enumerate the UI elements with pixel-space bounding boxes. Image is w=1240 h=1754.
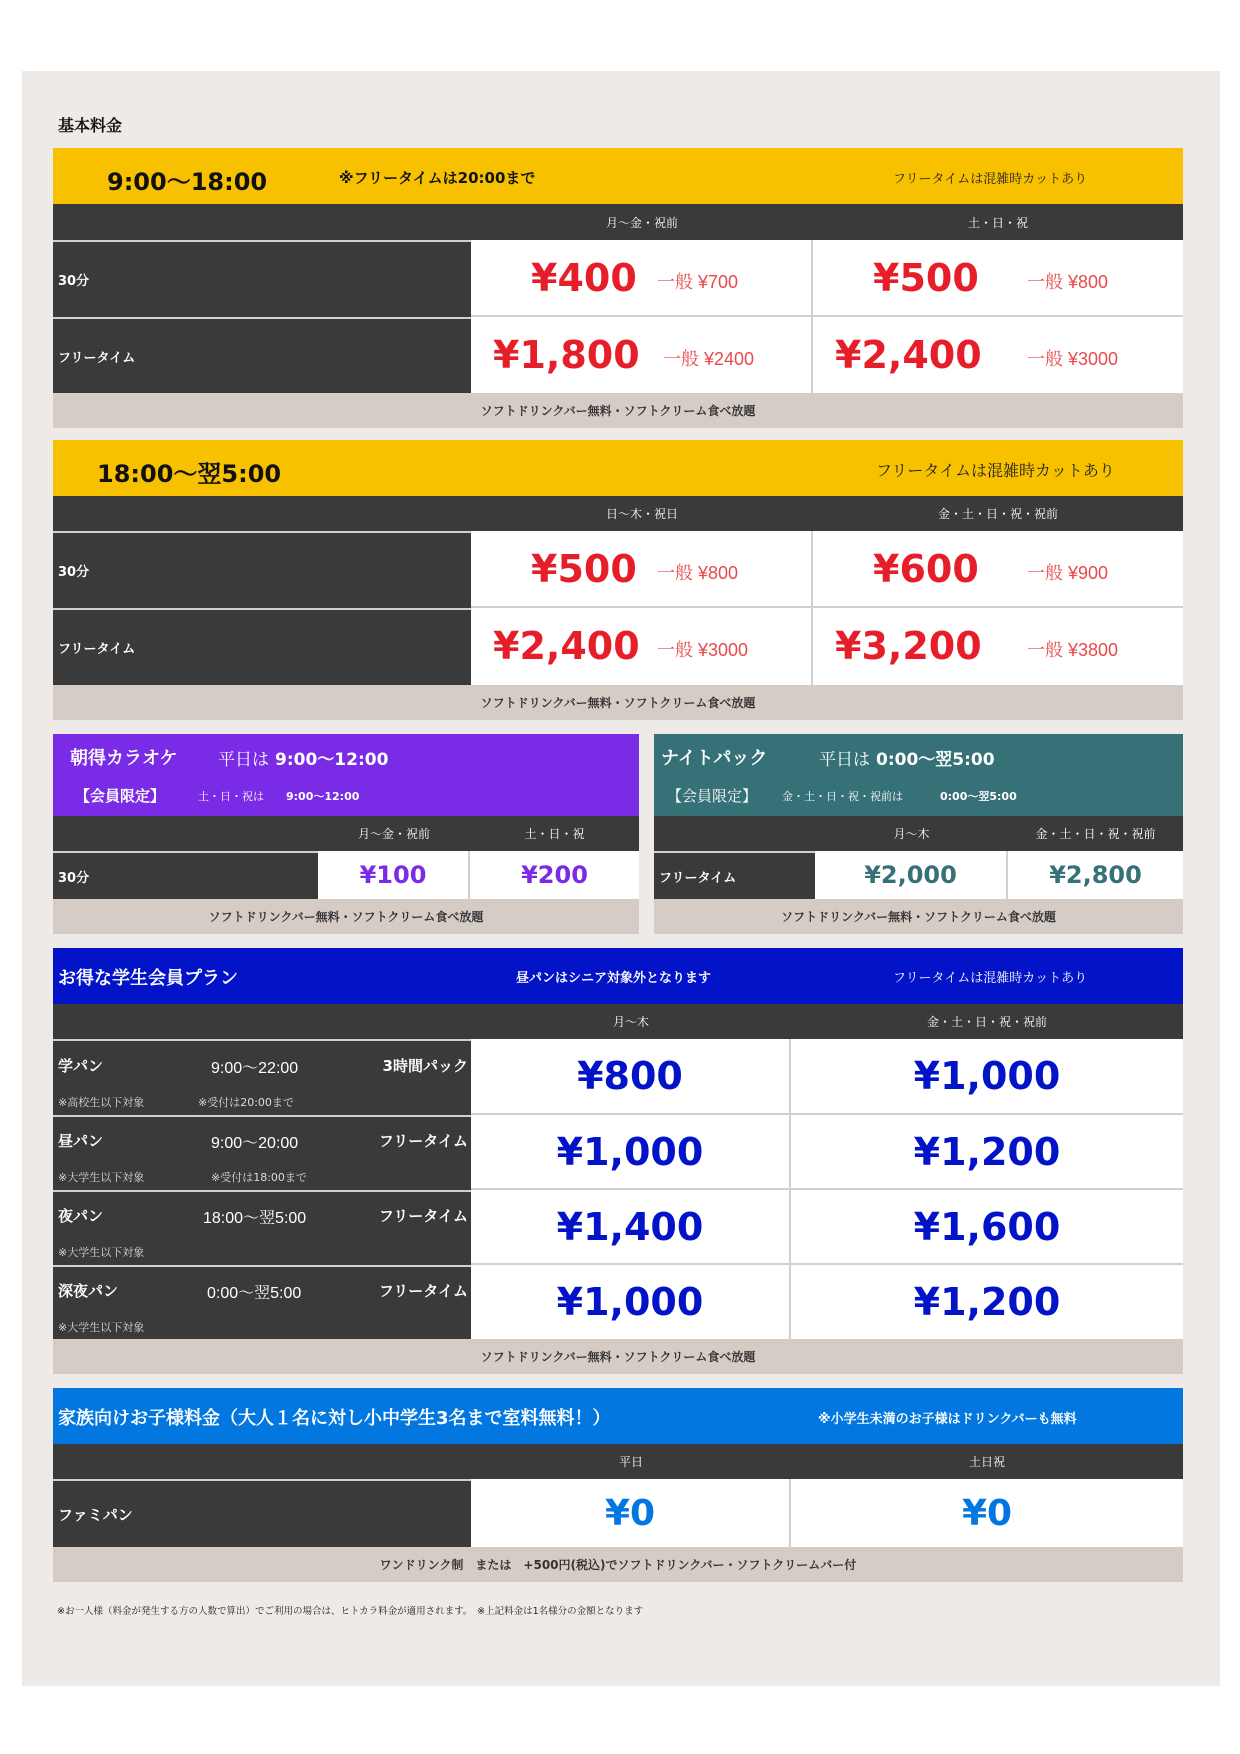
night-free-weekend-general: 一般 ¥3800: [1027, 640, 1119, 660]
day-free-weekend-price: ¥2,400: [835, 333, 982, 377]
plan-time: 18:00〜翌5:00: [203, 1210, 307, 1227]
morning-weekend-cell: [470, 851, 639, 899]
day-row-free-weekend-cell: [813, 317, 1183, 393]
plan-target: ※大学生以下対象: [58, 1171, 145, 1184]
plan-type: 3時間パック: [382, 1057, 468, 1075]
nightpack-weekday-cell: [815, 851, 1008, 899]
night-free-weekday-general: 一般 ¥3000: [657, 640, 749, 660]
day-row-30min-weekend-cell: [813, 240, 1183, 317]
bottom-note: ※お一人様（料金が発生する方の人数で算出）でご利用の場合は、ヒトカラ料金が適用されます。 ※上記料金は1名様分の金額となります: [57, 1606, 644, 1617]
morning-header: [53, 734, 639, 816]
night-cut-note: フリータイムは混雑時カットあり: [876, 461, 1115, 480]
student-col1-label: 月〜木: [612, 1015, 649, 1029]
day-30min-weekday-price: ¥400: [531, 256, 637, 300]
plan-target: ※大学生以下対象: [58, 1246, 145, 1259]
plan-time: 9:00〜22:00: [211, 1060, 299, 1077]
day-free-weekend-general: 一般 ¥3000: [1027, 349, 1119, 369]
night-row-30min-weekend-cell: [813, 531, 1183, 608]
day-col1-label: 月〜金・祝前: [605, 215, 678, 230]
family-note: ※小学生未満のお子様はドリンクバーも無料: [818, 1412, 1077, 1427]
day-freetime-note: ※フリータイムは20:00まで: [339, 169, 536, 187]
plan-type: フリータイム: [378, 1207, 468, 1225]
morning-weekday-prefix: 平日は: [218, 750, 269, 770]
nightpack-member-label: 【会員限定】: [667, 787, 758, 805]
student-weekend-price: ¥1,000: [913, 1054, 1061, 1098]
day-cut-note: フリータイムは混雑時カットあり: [893, 172, 1088, 187]
morning-weekend-price: ¥200: [521, 861, 588, 889]
student-weekday-price: ¥1,000: [556, 1280, 704, 1324]
student-weekend-cell: [791, 1115, 1183, 1190]
student-weekend-cell: [791, 1039, 1183, 1115]
student-weekday-price: ¥1,400: [556, 1204, 704, 1249]
day-column-header: [53, 204, 1183, 240]
plan-name: 学パン: [58, 1057, 104, 1075]
nightpack-col2-label: 金・土・日・祝・祝前: [1035, 827, 1156, 841]
nightpack-weekday-prefix: 平日は: [819, 750, 870, 770]
night-time: 18:00〜翌5:00: [97, 460, 282, 488]
student-weekday-cell: [471, 1039, 791, 1115]
plan-time: 9:00〜20:00: [211, 1135, 299, 1152]
night-footer: ソフトドリンクバー無料・ソフトクリーム食べ放題: [53, 685, 1183, 720]
night-free-weekend-price: ¥3,200: [835, 624, 982, 668]
student-title: お得な学生会員プラン: [58, 968, 238, 989]
night-column-header: [53, 496, 1183, 531]
day-30min-weekday-general: 一般 ¥700: [657, 272, 739, 292]
family-col1-label: 平日: [618, 1455, 643, 1469]
day-col2-label: 土・日・祝: [967, 215, 1028, 230]
day-footer: ソフトドリンクバー無料・ソフトクリーム食べ放題: [53, 393, 1183, 428]
morning-title: 朝得カラオケ: [70, 748, 178, 769]
page-title: 基本料金: [58, 116, 123, 135]
student-weekday-cell: [471, 1115, 791, 1190]
night-header: [53, 440, 1183, 496]
nightpack-row-label: フリータイム: [654, 851, 815, 899]
morning-weekday-price: ¥100: [359, 861, 427, 889]
nightpack-weekend-time: 0:00〜翌5:00: [940, 790, 1017, 803]
day-header: [53, 148, 1183, 204]
morning-col2-label: 土・日・祝: [524, 827, 585, 841]
night-col1-label: 日〜木・祝日: [605, 507, 678, 521]
morning-member-label: 【会員限定】: [75, 787, 166, 805]
nightpack-weekday-time: 0:00〜翌5:00: [876, 750, 995, 770]
night-30min-weekend-general: 一般 ¥900: [1027, 563, 1109, 583]
student-weekend-cell: [791, 1265, 1183, 1339]
student-note1: 昼パンはシニア対象外となります: [516, 971, 712, 986]
day-free-weekday-price: ¥1,800: [493, 333, 640, 377]
student-weekday-cell: [471, 1265, 791, 1339]
morning-weekday-cell: [318, 851, 470, 899]
night-row-30min-weekday-cell: [471, 531, 813, 608]
family-col2-label: 土日祝: [968, 1455, 1005, 1469]
student-row-label: [53, 1190, 471, 1265]
morning-column-header: [53, 816, 639, 851]
morning-weekday-time: 9:00〜12:00: [275, 750, 389, 770]
student-weekend-price: ¥1,600: [913, 1204, 1061, 1249]
plan-time: 0:00〜翌5:00: [207, 1285, 302, 1302]
nightpack-header: [654, 734, 1183, 816]
family-weekend-cell: [791, 1479, 1183, 1547]
plan-reception: ※受付は18:00まで: [211, 1171, 307, 1184]
nightpack-weekday-price: ¥2,000: [864, 861, 957, 889]
day-row-30min-weekday-cell: [471, 240, 813, 317]
day-30min-weekend-general: 一般 ¥800: [1027, 272, 1109, 292]
day-free-weekday-general: 一般 ¥2400: [663, 349, 755, 369]
night-30min-weekday-price: ¥500: [531, 547, 637, 591]
morning-weekend-time: 9:00〜12:00: [286, 790, 360, 803]
family-weekday-price: ¥0: [604, 1492, 656, 1534]
nightpack-col1-label: 月〜木: [893, 827, 930, 841]
family-footer: ワンドリンク制 または +500円(税込)でソフトドリンクバー・ソフトクリームバー付: [53, 1547, 1183, 1582]
plan-type: フリータイム: [378, 1132, 468, 1150]
night-30min-weekend-price: ¥600: [873, 547, 979, 591]
nightpack-weekend-prefix: 金・土・日・祝・祝前は: [782, 790, 903, 803]
family-title: 家族向けお子様料金（大人１名に対し小中学生3名まで室料無料！）: [58, 1408, 611, 1429]
day-time: 9:00〜18:00: [107, 168, 268, 196]
student-weekend-price: ¥1,200: [913, 1129, 1061, 1174]
day-row-30min-label: 30分: [53, 240, 471, 317]
night-col2-label: 金・土・日・祝・祝前: [937, 507, 1058, 521]
morning-col1-label: 月〜金・祝前: [357, 827, 430, 841]
plan-name: 夜パン: [58, 1207, 104, 1225]
student-col2-label: 金・土・日・祝・祝前: [926, 1015, 1047, 1029]
student-weekday-cell: [471, 1190, 791, 1265]
plan-reception: ※受付は20:00まで: [198, 1096, 294, 1109]
student-weekend-cell: [791, 1190, 1183, 1265]
family-weekday-cell: [471, 1479, 791, 1547]
family-header: [53, 1388, 1183, 1444]
student-weekday-price: ¥800: [577, 1054, 683, 1098]
student-row-label: [53, 1115, 471, 1190]
day-30min-weekend-price: ¥500: [873, 256, 979, 300]
day-row-free-label: フリータイム: [53, 317, 471, 393]
night-row-30min-label: 30分: [53, 531, 471, 608]
nightpack-footer: ソフトドリンクバー無料・ソフトクリーム食べ放題: [654, 899, 1183, 934]
day-row-free-weekday-cell: [471, 317, 813, 393]
student-row-label: [53, 1039, 471, 1115]
night-row-free-label: フリータイム: [53, 608, 471, 685]
plan-name: 昼パン: [58, 1132, 104, 1150]
nightpack-title: ナイトパック: [661, 748, 768, 769]
student-note2: フリータイムは混雑時カットあり: [893, 971, 1088, 986]
family-row-label: ファミパン: [53, 1479, 471, 1547]
student-weekday-price: ¥1,000: [556, 1129, 704, 1174]
morning-footer: ソフトドリンクバー無料・ソフトクリーム食べ放題: [53, 899, 639, 934]
plan-target: ※高校生以下対象: [58, 1096, 145, 1109]
nightpack-column-header: [654, 816, 1183, 851]
plan-target: ※大学生以下対象: [58, 1321, 145, 1334]
night-free-weekday-price: ¥2,400: [493, 624, 640, 668]
student-weekend-price: ¥1,200: [913, 1280, 1061, 1324]
family-column-header: [53, 1444, 1183, 1479]
student-header: [53, 948, 1183, 1004]
nightpack-weekend-price: ¥2,800: [1049, 861, 1142, 889]
student-column-header: [53, 1004, 1183, 1039]
night-row-free-weekend-cell: [813, 608, 1183, 685]
family-weekend-price: ¥0: [961, 1492, 1013, 1534]
nightpack-weekend-cell: [1008, 851, 1183, 899]
plan-type: フリータイム: [378, 1282, 468, 1300]
night-30min-weekday-general: 一般 ¥800: [657, 563, 739, 583]
morning-row-label: 30分: [53, 851, 318, 899]
night-row-free-weekday-cell: [471, 608, 813, 685]
student-row-label: [53, 1265, 471, 1339]
plan-name: 深夜パン: [58, 1282, 119, 1300]
morning-weekend-prefix: 土・日・祝は: [198, 790, 264, 803]
student-footer: ソフトドリンクバー無料・ソフトクリーム食べ放題: [53, 1339, 1183, 1374]
